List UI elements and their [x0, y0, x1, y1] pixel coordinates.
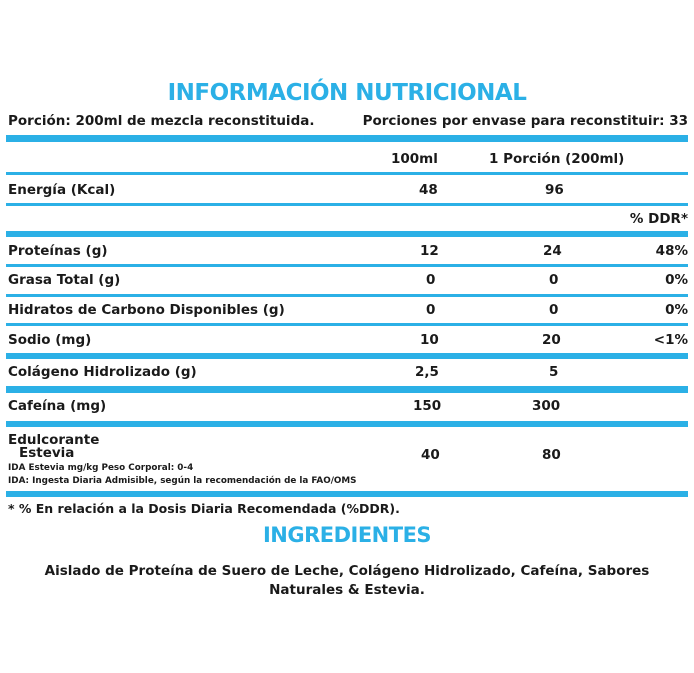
value-portion: 20 — [542, 332, 561, 348]
footnote-text: * % En relación a la Dosis Diaria Recomendada (%DDR). — [8, 501, 400, 516]
value-portion: 96 — [545, 182, 564, 198]
divider — [6, 203, 688, 206]
value-ddr: <1% — [653, 332, 688, 348]
value-portion: 24 — [543, 243, 562, 259]
row-label: Proteínas (g) — [8, 243, 108, 259]
nutrition-title: INFORMACIÓN NUTRICIONAL — [167, 80, 527, 106]
row-label: Grasa Total (g) — [8, 272, 121, 288]
value-portion: 0 — [549, 302, 559, 318]
divider — [6, 491, 688, 497]
value-100ml: 10 — [420, 332, 439, 348]
ingredients-line: Aislado de Proteína de Suero de Leche, Colágeno Hidrolizado, Cafeína, Sabores — [44, 563, 650, 579]
divider — [6, 353, 688, 359]
divider — [6, 135, 688, 142]
divider — [6, 231, 688, 237]
portion-text: Porción: 200ml de mezcla reconstituida. — [8, 113, 315, 129]
col-100ml: 100ml — [391, 151, 438, 167]
row-label: Colágeno Hidrolizado (g) — [8, 364, 197, 380]
value-portion: 300 — [532, 398, 561, 414]
ingredients-line: Naturales & Estevia. — [269, 582, 425, 598]
row-label: Sodio (mg) — [8, 332, 92, 348]
row-label: Energía (Kcal) — [8, 182, 116, 198]
divider — [6, 294, 688, 297]
value-ddr: 0% — [665, 302, 688, 318]
value-portion: 0 — [549, 272, 559, 288]
value-100ml: 150 — [413, 398, 442, 414]
divider — [6, 264, 688, 267]
ida-definition: IDA: Ingesta Diaria Admisible, según la recomendación de la FAO/OMS — [8, 476, 357, 486]
row-label: Hidratos de Carbono Disponibles (g) — [8, 302, 285, 318]
row-label: Edulcorante — [8, 432, 100, 448]
ingredients-list — [20, 562, 674, 600]
divider — [6, 386, 688, 393]
value-ddr: 48% — [655, 243, 688, 259]
value-100ml: 0 — [426, 272, 436, 288]
ingredients-title: INGREDIENTES — [262, 523, 432, 547]
value-100ml: 0 — [426, 302, 436, 318]
value-100ml: 48 — [419, 182, 438, 198]
servings-text: Porciones por envase para reconstituir: 33 — [362, 113, 688, 129]
divider — [6, 421, 688, 427]
value-portion: 5 — [549, 364, 559, 380]
value-ddr: 0% — [665, 272, 688, 288]
value-100ml: 40 — [421, 447, 440, 463]
row-sublabel: Estevia — [19, 445, 75, 461]
value-portion: 80 — [542, 447, 561, 463]
col-portion: 1 Porción (200ml) — [489, 151, 625, 167]
value-100ml: 2,5 — [415, 364, 439, 380]
col-ddr: % DDR* — [629, 211, 688, 227]
row-label: Cafeína (mg) — [8, 398, 107, 414]
ida-note: IDA Estevia mg/kg Peso Corporal: 0-4 — [8, 463, 194, 473]
value-100ml: 12 — [420, 243, 439, 259]
divider — [6, 323, 688, 326]
divider — [6, 172, 688, 175]
